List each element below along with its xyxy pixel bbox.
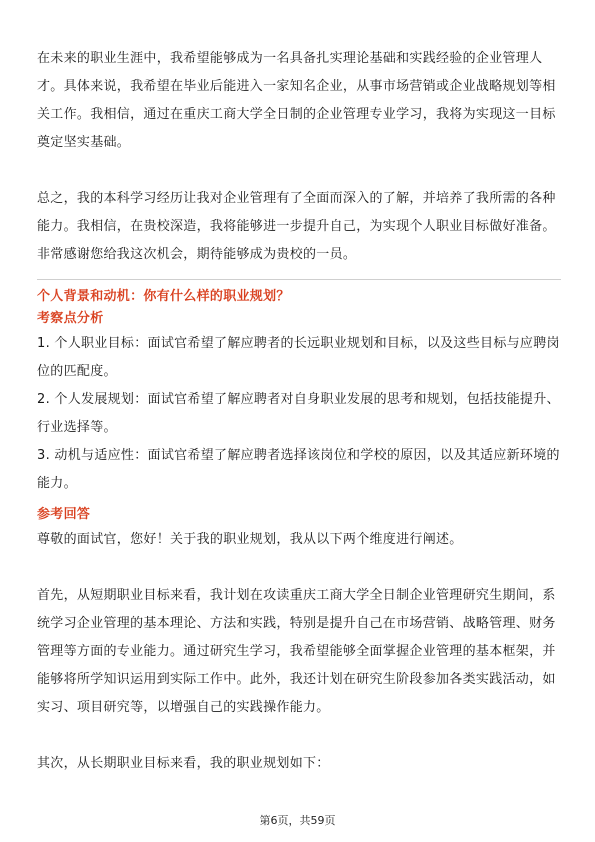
answer-paragraph-greeting: 尊敬的面试官，您好！关于我的职业规划，我从以下两个维度进行阐述。 [37, 532, 463, 547]
page-number: 第6页，共59页 [259, 814, 336, 827]
answer-heading: 参考回答 [37, 507, 91, 522]
intro-paragraph-career: 在未来的职业生涯中，我希望能够成为一名具备扎实理论基础和实践经验的企业管理人才。具体来说，我希望在毕业后能进入一家知名企业，从事市场营销或企业战略规划等相关工作。我相信，通过在重庆工商大学全日制的企业管理专业学习，我将为实现这一目标奠定坚实基础。 [37, 51, 556, 150]
paragraph-spacer [37, 554, 561, 582]
analysis-item: 3. 动机与适应性：面试官希望了解应聘者选择该岗位和学校的原因，以及其适应新环境的能力。 [37, 448, 560, 491]
analysis-heading: 考察点分析 [37, 311, 104, 326]
intro-paragraph-summary: 总之，我的本科学习经历让我对企业管理有了全面而深入的了解，并培养了我所需的各种能力。我相信，在贵校深造，我将能够进一步提升自己，为实现个人职业目标做好准备。非常感谢您给我这次机会，期待能够成为贵校的一员。 [37, 191, 556, 262]
document-page [37, 45, 561, 778]
analysis-item: 1. 个人职业目标：面试官希望了解应聘者的长远职业规划和目标，以及这些目标与应聘岗位的匹配度。 [37, 336, 560, 379]
question-title: 个人背景和动机：你有什么样的职业规划？ [37, 289, 290, 304]
paragraph-spacer [37, 157, 561, 185]
analysis-item: 2. 个人发展规划：面试官希望了解应聘者对自身职业发展的思考和规划，包括技能提升、行业选择等。 [37, 392, 560, 435]
section-divider [37, 279, 561, 280]
answer-paragraph-long-term: 其次，从长期职业目标来看，我的职业规划如下： [37, 756, 330, 771]
paragraph-spacer [37, 722, 561, 750]
answer-paragraph-short-term: 首先，从短期职业目标来看，我计划在攻读重庆工商大学全日制企业管理研究生期间，系统学习企业管理的基本理论、方法和实践，特别是提升自己在市场营销、战略管理、财务管理等方面的专业能力。通过研究生学习，我希望能够全面掌握企业管理的基本框架，并能够将所学知识运用到实际工作中。此外，我还计划在研究生阶段参加各类实践活动，如实习、项目研究等，以增强自己的实践操作能力。 [37, 588, 556, 715]
